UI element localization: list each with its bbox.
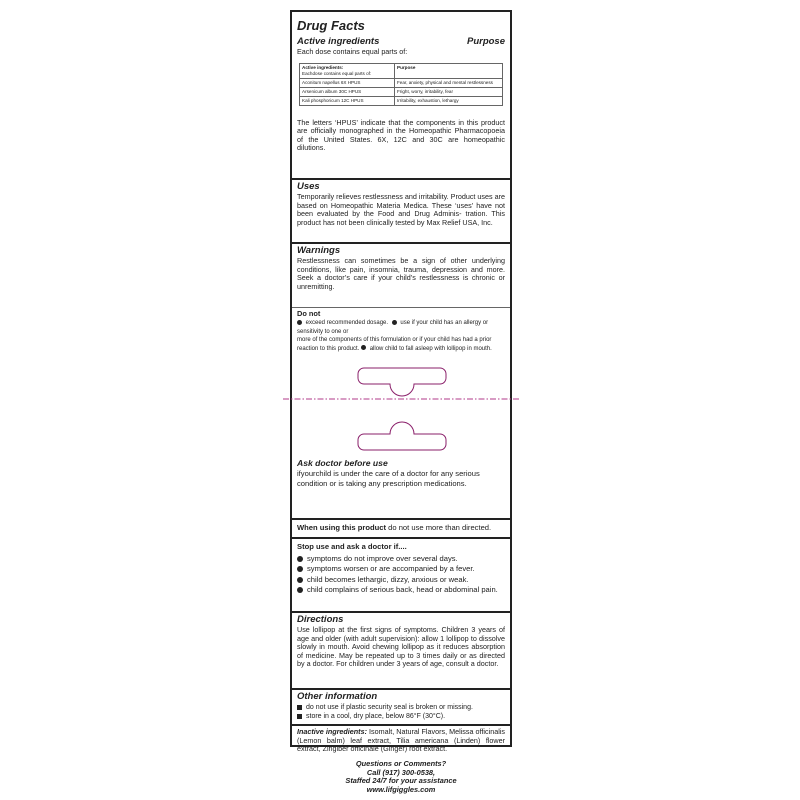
other-info-section [292, 688, 510, 724]
table-header-cell: Purpose [395, 63, 503, 78]
do-not-heading: Do not [297, 309, 321, 318]
square-bullet-icon [297, 705, 302, 710]
inactive-text: Isomalt, Natural Flavors, Melissa officinalis (Lemon balm) leaf extract, Tilia americana (Linden) flower extract, Zingiber officinale (Ginger) root extract. [297, 727, 505, 754]
bullet-icon [297, 556, 303, 562]
website-link[interactable]: www.lifgiggles.com [366, 784, 436, 794]
list-item: symptoms worsen or are accompanied by a fever. [297, 564, 505, 574]
uses-section [292, 178, 510, 242]
active-ingredients-heading: Active ingredients [297, 36, 380, 47]
hang-tab-cutout-top-icon [356, 366, 448, 400]
square-bullet-icon [297, 714, 302, 719]
contact-footer [290, 760, 512, 794]
ingredients-table [299, 63, 503, 106]
bullet-icon [297, 566, 303, 572]
inactive-heading: Inactive ingredients: [297, 727, 367, 736]
warnings-section [292, 242, 510, 518]
warnings-heading: Warnings [297, 245, 341, 256]
table-row [300, 78, 503, 87]
list-item: child complains of serious back, head or abdominal pain. [297, 585, 505, 595]
when-using-section [292, 518, 510, 537]
ask-doctor-text: ifyourchild is under the care of a doctor for any serious condition or is taking any prescription medications. [297, 469, 480, 488]
table-cell-purpose: Fright, worry, irritability, fear [395, 87, 503, 96]
warnings-text: Restlessness can sometimes be a sign of other underlying conditions, like pain, insomnia, trauma, depression and more. Seek a doctor’s care if your child’s restlessness is chronic or unremitting. [297, 256, 505, 291]
purpose-heading: Purpose [466, 36, 505, 47]
bullet-icon [297, 577, 303, 583]
uses-text: Temporarily relieves restlessness and irritability. Product uses are based on Homeopathic Materia Medica. These ‘uses’ have not been evaluated by the Food and Drug Adminis- tration. This product has not been clinically tested by Max Relief USA, Inc. [297, 192, 505, 227]
uses-heading: Uses [297, 181, 320, 192]
drug-facts-title: Drug Facts [297, 18, 365, 33]
divider [292, 307, 510, 308]
list-item: store in a cool, dry place, below 86°F (30°C). [297, 712, 505, 721]
bullet-icon [361, 345, 366, 350]
when-using-heading: When using this product [297, 523, 387, 532]
drug-facts-panel [290, 10, 512, 754]
table-header-row [300, 63, 503, 78]
do-not-block [297, 309, 505, 353]
table-row [300, 96, 503, 105]
footer-line: Questions or Comments? [355, 759, 447, 768]
bullet-icon [297, 587, 303, 593]
directions-heading: Directions [297, 614, 344, 625]
ask-doctor-heading: Ask doctor before use [297, 458, 388, 468]
footer-line: Call (917) 300-0538, [366, 767, 436, 777]
inactive-ingredients-section [292, 724, 510, 754]
table-row [300, 87, 503, 96]
list-item: do not use if plastic security seal is broken or missing. [297, 703, 505, 712]
other-info-heading: Other information [297, 691, 378, 702]
hang-tab-cutout-bottom-icon [356, 418, 448, 452]
dose-note: Each dose contains equal parts of: [297, 47, 408, 56]
active-ingredients-section [292, 12, 510, 178]
stop-use-section [292, 537, 510, 611]
do-not-text: exceed recommended dosage. use if your child has an allergy or sensitivity to one or more of the components of this formulation or if your child has had a prior reaction to this product. allow child to fall asleep with lollipop in mouth. [297, 320, 492, 352]
table-cell-ingredient: Arsenicum album 30C HPUS [300, 87, 395, 96]
footer-line: Staffed 24/7 for your assistance [345, 776, 457, 786]
table-cell-purpose: Irritability, exhaustion, lethargy [395, 96, 503, 105]
when-using-text: do not use more than directed. [388, 523, 492, 532]
table-header-cell: Active ingredients: Eachdose contains equal parts of: [300, 63, 395, 78]
hpus-note: The letters ‘HPUS’ indicate that the components in this product are officially monographed in the Homeopathic Pharmacopoeia of the United States. 6X, 12C and 30C are homeopathic dilutions. [297, 117, 505, 153]
ask-doctor-block [292, 456, 510, 489]
perforation-line [283, 397, 519, 401]
bullet-icon [297, 320, 302, 325]
list-item: symptoms do not improve over several days. [297, 554, 505, 564]
list-item: child becomes lethargic, dizzy, anxious or weak. [297, 575, 505, 585]
bullet-icon [392, 320, 397, 325]
directions-section [292, 611, 510, 688]
table-cell-purpose: Fear, anxiety, physical and mental restlessness [395, 78, 503, 87]
stop-use-heading: Stop use and ask a doctor if.... [297, 542, 407, 551]
table-cell-ingredient: Kali phosphoricum 12C HPUS [300, 96, 395, 105]
directions-text: Use lollipop at the first signs of symptoms. Children 3 years of age and older (with adult supervision): allow 1 lollipop to dissolve slowly in mouth. Avoid chewing lollipop as it reduces absorption of medicine. May be repeated up to 3 times daily or as directed by a doctor. For children under 3 years of age, consult a doctor. [297, 625, 505, 669]
table-cell-ingredient: Aconitum napellus 6X HPUS [300, 78, 395, 87]
